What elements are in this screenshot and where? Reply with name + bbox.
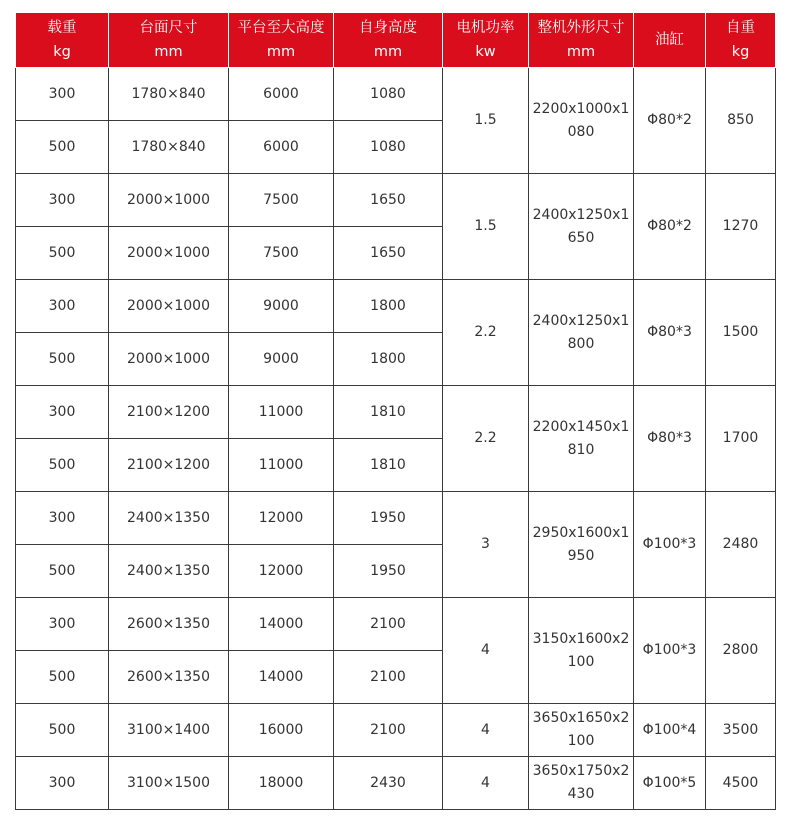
cell-motor-power: 4 (443, 598, 529, 704)
cell-max-height: 9000 (229, 333, 334, 386)
cell-cylinder: Φ100*5 (634, 757, 706, 810)
cell-weight: 1700 (706, 386, 776, 492)
cell-table-size: 1780×840 (109, 121, 229, 174)
cell-overall-dims: 2400x1250x1800 (529, 280, 634, 386)
cell-table-size: 3100×1400 (109, 704, 229, 757)
cell-load: 500 (16, 121, 109, 174)
cell-overall-dims: 2400x1250x1650 (529, 174, 634, 280)
table-row (16, 757, 776, 810)
cell-max-height: 9000 (229, 280, 334, 333)
header-cylinder: 油缸 (634, 13, 706, 68)
header-weight: 自重 kg (706, 13, 776, 68)
cell-load: 500 (16, 545, 109, 598)
header-load: 载重 kg (16, 13, 109, 68)
cell-load: 500 (16, 439, 109, 492)
spec-table (15, 12, 776, 810)
cell-cylinder: Φ80*2 (634, 68, 706, 174)
cell-overall-dims: 3150x1600x2100 (529, 598, 634, 704)
cell-table-size: 2400×1350 (109, 545, 229, 598)
header-max-height: 平台至大高度 mm (229, 13, 334, 68)
cell-load: 300 (16, 757, 109, 810)
table-row (16, 598, 776, 651)
cell-cylinder: Φ100*4 (634, 704, 706, 757)
cell-motor-power: 1.5 (443, 68, 529, 174)
cell-self-height: 2430 (334, 757, 443, 810)
cell-weight: 2800 (706, 598, 776, 704)
cell-overall-dims: 3650x1750x2430 (529, 757, 634, 810)
cell-self-height: 2100 (334, 704, 443, 757)
cell-overall-dims: 2200x1450x1810 (529, 386, 634, 492)
cell-motor-power: 4 (443, 704, 529, 757)
cell-table-size: 2400×1350 (109, 492, 229, 545)
cell-weight: 1500 (706, 280, 776, 386)
cell-self-height: 1800 (334, 333, 443, 386)
cell-self-height: 2100 (334, 651, 443, 704)
header-row (16, 13, 776, 68)
cell-weight: 850 (706, 68, 776, 174)
cell-max-height: 11000 (229, 439, 334, 492)
header-self-height: 自身高度 mm (334, 13, 443, 68)
cell-self-height: 1080 (334, 68, 443, 121)
cell-max-height: 7500 (229, 174, 334, 227)
cell-weight: 4500 (706, 757, 776, 810)
cell-motor-power: 1.5 (443, 174, 529, 280)
cell-max-height: 7500 (229, 227, 334, 280)
table-row (16, 492, 776, 545)
table-row (16, 280, 776, 333)
table-row (16, 704, 776, 757)
cell-load: 300 (16, 68, 109, 121)
table-row (16, 174, 776, 227)
cell-self-height: 1080 (334, 121, 443, 174)
cell-self-height: 2100 (334, 598, 443, 651)
cell-overall-dims: 3650x1650x2100 (529, 704, 634, 757)
cell-cylinder: Φ100*3 (634, 492, 706, 598)
cell-load: 500 (16, 651, 109, 704)
cell-max-height: 6000 (229, 68, 334, 121)
cell-table-size: 2600×1350 (109, 598, 229, 651)
table-row (16, 68, 776, 121)
cell-table-size: 3100×1500 (109, 757, 229, 810)
cell-self-height: 1810 (334, 386, 443, 439)
cell-weight: 3500 (706, 704, 776, 757)
cell-max-height: 12000 (229, 492, 334, 545)
cell-load: 300 (16, 492, 109, 545)
cell-max-height: 18000 (229, 757, 334, 810)
cell-self-height: 1950 (334, 492, 443, 545)
cell-load: 500 (16, 704, 109, 757)
cell-self-height: 1650 (334, 227, 443, 280)
table-row (16, 386, 776, 439)
cell-table-size: 2100×1200 (109, 386, 229, 439)
cell-self-height: 1650 (334, 174, 443, 227)
cell-self-height: 1950 (334, 545, 443, 598)
cell-overall-dims: 2200x1000x1080 (529, 68, 634, 174)
header-table-size: 台面尺寸 mm (109, 13, 229, 68)
cell-load: 500 (16, 333, 109, 386)
cell-load: 500 (16, 227, 109, 280)
cell-max-height: 12000 (229, 545, 334, 598)
cell-load: 300 (16, 174, 109, 227)
cell-table-size: 2000×1000 (109, 333, 229, 386)
cell-table-size: 2000×1000 (109, 280, 229, 333)
cell-self-height: 1800 (334, 280, 443, 333)
cell-table-size: 1780×840 (109, 68, 229, 121)
cell-table-size: 2100×1200 (109, 439, 229, 492)
cell-cylinder: Φ80*2 (634, 174, 706, 280)
cell-motor-power: 4 (443, 757, 529, 810)
cell-motor-power: 3 (443, 492, 529, 598)
cell-cylinder: Φ100*3 (634, 598, 706, 704)
cell-max-height: 6000 (229, 121, 334, 174)
cell-motor-power: 2.2 (443, 280, 529, 386)
cell-weight: 2480 (706, 492, 776, 598)
cell-cylinder: Φ80*3 (634, 386, 706, 492)
cell-load: 300 (16, 280, 109, 333)
cell-overall-dims: 2950x1600x1950 (529, 492, 634, 598)
cell-self-height: 1810 (334, 439, 443, 492)
cell-load: 300 (16, 386, 109, 439)
cell-table-size: 2600×1350 (109, 651, 229, 704)
cell-max-height: 14000 (229, 598, 334, 651)
cell-table-size: 2000×1000 (109, 227, 229, 280)
cell-weight: 1270 (706, 174, 776, 280)
cell-load: 300 (16, 598, 109, 651)
cell-motor-power: 2.2 (443, 386, 529, 492)
header-motor-power: 电机功率 kw (443, 13, 529, 68)
cell-max-height: 14000 (229, 651, 334, 704)
cell-cylinder: Φ80*3 (634, 280, 706, 386)
cell-table-size: 2000×1000 (109, 174, 229, 227)
header-overall-dims: 整机外形尺寸 mm (529, 13, 634, 68)
cell-max-height: 11000 (229, 386, 334, 439)
cell-max-height: 16000 (229, 704, 334, 757)
